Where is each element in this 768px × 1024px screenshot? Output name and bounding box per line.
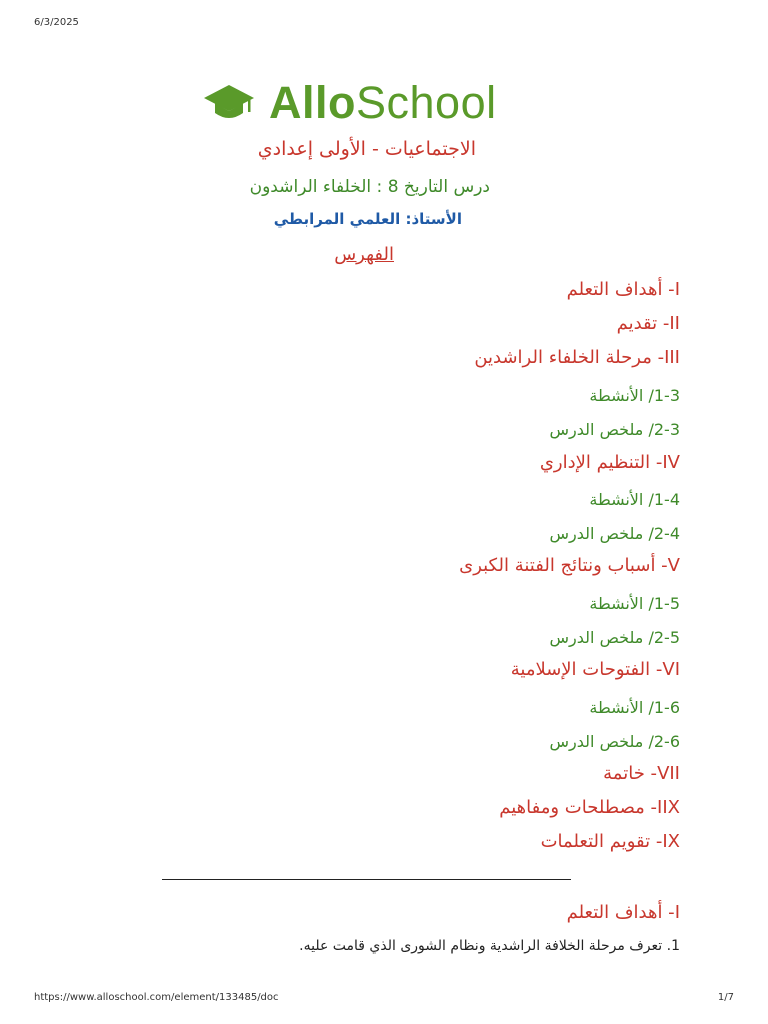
toc-item[interactable]: IX- تقويم التعلمات bbox=[540, 831, 680, 852]
toc-item[interactable]: IIX- مصطلحات ومفاهيم bbox=[499, 797, 680, 818]
subject-title: الاجتماعيات - الأولى إعدادي bbox=[257, 138, 476, 160]
toc-subitem[interactable]: 1-5/ الأنشطة bbox=[589, 594, 680, 613]
toc-item[interactable]: I- أهداف التعلم bbox=[566, 279, 680, 300]
toc-subitem[interactable]: 1-3/ الأنشطة bbox=[589, 386, 680, 405]
section-heading: I- أهداف التعلم bbox=[566, 902, 680, 923]
index-heading: الفهرس bbox=[334, 244, 394, 265]
teacher-name: الأستاذ: العلمي المرابطي bbox=[273, 210, 462, 228]
lesson-title: درس التاريخ 8 : الخلفاء الراشدون bbox=[249, 177, 490, 197]
section-divider bbox=[162, 879, 571, 880]
toc-subitem[interactable]: 2-3/ ملخص الدرس bbox=[549, 420, 680, 439]
graduation-cap-icon bbox=[203, 83, 255, 123]
page-number: 1/7 bbox=[717, 992, 734, 1003]
toc-subitem[interactable]: 2-6/ ملخص الدرس bbox=[549, 732, 680, 751]
alloschool-logo[interactable] bbox=[203, 76, 497, 130]
toc-item[interactable]: VII- خاتمة bbox=[603, 763, 680, 784]
toc-item[interactable]: III- مرحلة الخلفاء الراشدين bbox=[474, 347, 680, 368]
toc-subitem[interactable]: 2-4/ ملخص الدرس bbox=[549, 524, 680, 543]
logo-wordmark: AlloSchool bbox=[269, 77, 497, 128]
toc-subitem[interactable]: 1-4/ الأنشطة bbox=[589, 490, 680, 509]
footer-url: https://www.alloschool.com/element/133485/doc bbox=[34, 992, 279, 1003]
toc-subitem[interactable]: 1-6/ الأنشطة bbox=[589, 698, 680, 717]
toc-item[interactable]: II- تقديم bbox=[616, 313, 680, 334]
toc-item[interactable]: V- أسباب ونتائج الفتنة الكبرى bbox=[459, 555, 680, 576]
toc-subitem[interactable]: 2-5/ ملخص الدرس bbox=[549, 628, 680, 647]
toc-item[interactable]: IV- التنظيم الإداري bbox=[539, 452, 680, 473]
print-date: 6/3/2025 bbox=[34, 17, 79, 28]
toc-item[interactable]: VI- الفتوحات الإسلامية bbox=[510, 659, 680, 680]
objective-item: 1. تعرف مرحلة الخلافة الراشدية ونظام الشورى الذي قامت عليه. bbox=[299, 938, 680, 954]
